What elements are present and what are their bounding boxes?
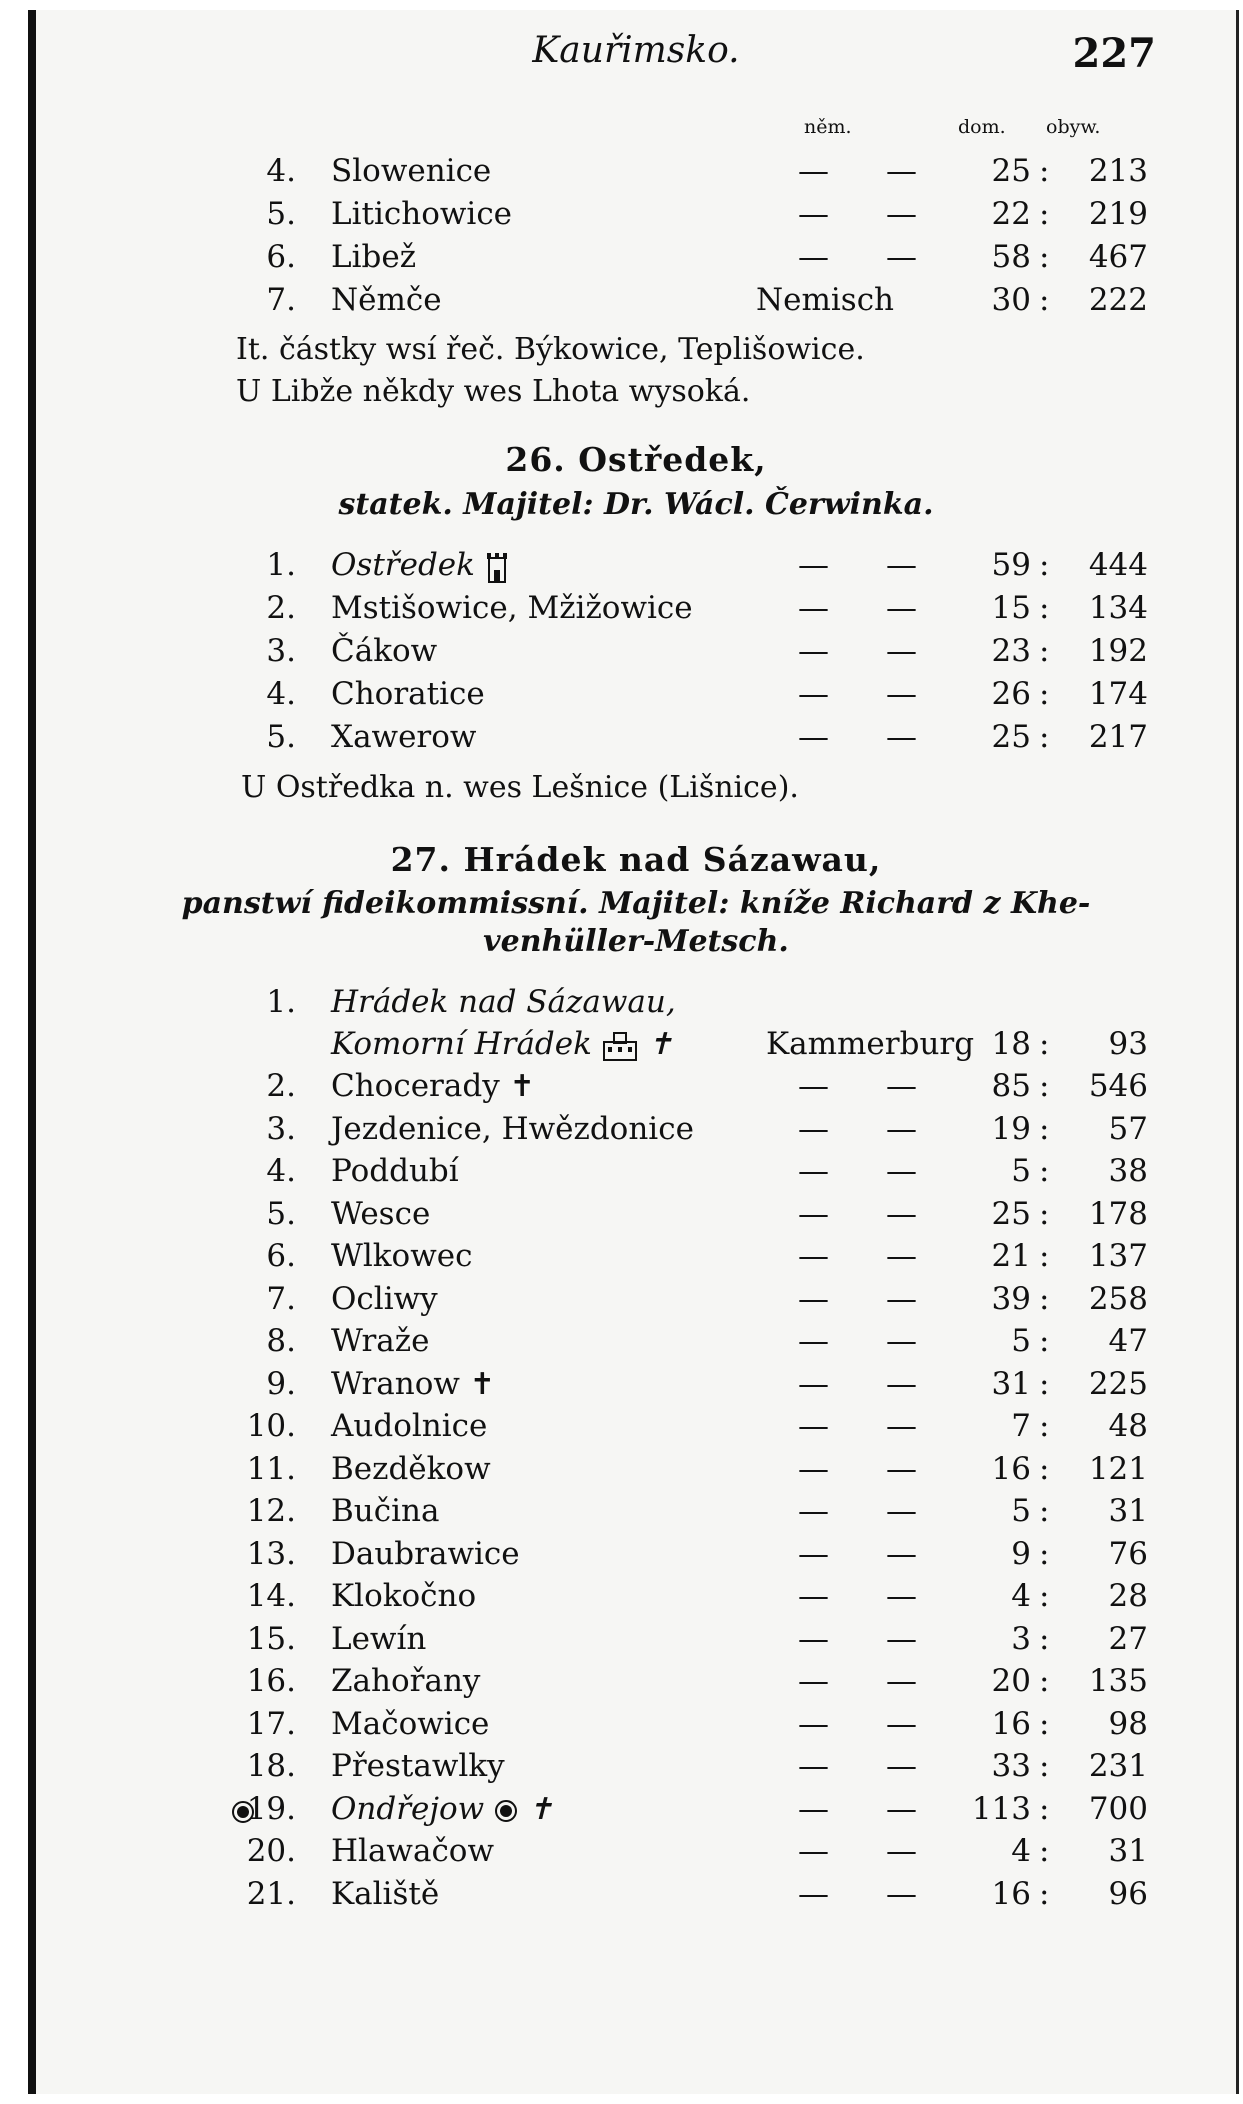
page-header	[36, 30, 1236, 90]
section-title: 26. Ostředek,	[505, 440, 767, 479]
table-row: 1. Ostředek — — 59 : 444	[266, 547, 1148, 583]
table-row: 7. Němče Nemisch 30 : 222	[266, 282, 1148, 318]
book-page	[28, 10, 1239, 2094]
table-row: 4. Choratice — — 26 : 174	[266, 676, 1148, 712]
column-header-obyw: obyw.	[1046, 116, 1101, 138]
table-row: 21. Kaliště — — 16 : 96	[246, 1876, 1148, 1912]
table-row: 3. Čákow — — 23 : 192	[266, 633, 1148, 669]
table-row: 13. Daubrawice — — 9 : 76	[246, 1536, 1148, 1572]
table-row: 2. Chocerady ✝ — — 85 : 546	[266, 1068, 1148, 1104]
table-row: 11. Bezděkow — — 16 : 121	[246, 1451, 1148, 1487]
column-header-nem: něm.	[804, 116, 852, 138]
table-row: 3. Jezdenice, Hwězdonice — — 19 : 57	[266, 1111, 1148, 1147]
table-row: 7. Ocliwy — — 39 : 258	[266, 1281, 1148, 1317]
section-subtitle: statek. Majitel: Dr. Wácl. Čerwinka.	[338, 487, 934, 522]
table-row: 19. Ondřejow ✝ — — 113 : 700	[36, 1788, 1236, 1830]
table-row: 18. Přestawlky — — 33 : 231	[246, 1748, 1148, 1784]
table-row: 4. Slowenice — — 25 : 213	[266, 153, 1148, 189]
page-number: 227	[1072, 30, 1156, 77]
section-note: U Libže někdy wes Lhota wysoká.	[236, 374, 751, 409]
section-subtitle: panstwí fideikommissní. Majitel: kníže Richard z Khe-	[181, 886, 1091, 921]
church-cross-icon: ✝	[469, 1367, 495, 1402]
table-row: 8. Wraže — — 5 : 47	[266, 1323, 1148, 1359]
section-subtitle: venhüller-Metsch.	[483, 924, 789, 959]
church-cross-icon: ✝	[647, 1027, 673, 1062]
table-row: 15. Lewín — — 3 : 27	[246, 1621, 1148, 1657]
table-row: 12. Bučina — — 5 : 31	[246, 1493, 1148, 1529]
section-note: It. částky wsí řeč. Býkowice, Teplišowice.	[236, 332, 865, 367]
table-row: 20. Hlawačow — — 4 : 31	[246, 1833, 1148, 1869]
church-cross-icon: ✝	[527, 1792, 554, 1827]
table-row: 2. Mstišowice, Mžižowice — — 15 : 134	[266, 590, 1148, 626]
column-header-dom: dom.	[958, 116, 1006, 138]
table-row: 1. Hrádek nad Sázawau,	[266, 984, 676, 1020]
table-row: Komorní Hrádek ✝ Kammerburg 18 : 93	[331, 1026, 1148, 1062]
table-row: 6. Wlkowec — — 21 : 137	[266, 1238, 1148, 1274]
table-row: 5. Litichowice — — 22 : 219	[266, 196, 1148, 232]
table-row: 9. Wranow ✝ — — 31 : 225	[266, 1366, 1148, 1402]
church-cross-icon: ✝	[509, 1069, 535, 1104]
section-note: U Ostředka n. wes Lešnice (Lišnice).	[241, 770, 799, 805]
market-town-icon	[494, 1799, 518, 1823]
running-title: Kauřimsko.	[532, 30, 740, 71]
table-row: 10. Audolnice — — 7 : 48	[246, 1408, 1148, 1444]
table-row: 5. Wesce — — 25 : 178	[266, 1196, 1148, 1232]
table-row: 6. Libež — — 58 : 467	[266, 239, 1148, 275]
table-row: 17. Mačowice — — 16 : 98	[246, 1706, 1148, 1742]
table-row: 16. Zahořany — — 20 : 135	[246, 1663, 1148, 1699]
castle-icon	[485, 550, 509, 584]
table-row: 14. Klokočno — — 4 : 28	[246, 1578, 1148, 1614]
table-row: 4. Poddubí — — 5 : 38	[266, 1153, 1148, 1189]
section-title: 27. Hrádek nad Sázawau,	[390, 840, 882, 879]
table-row: 5. Xawerow — — 25 : 217	[266, 719, 1148, 755]
chateau-icon	[602, 1030, 638, 1062]
